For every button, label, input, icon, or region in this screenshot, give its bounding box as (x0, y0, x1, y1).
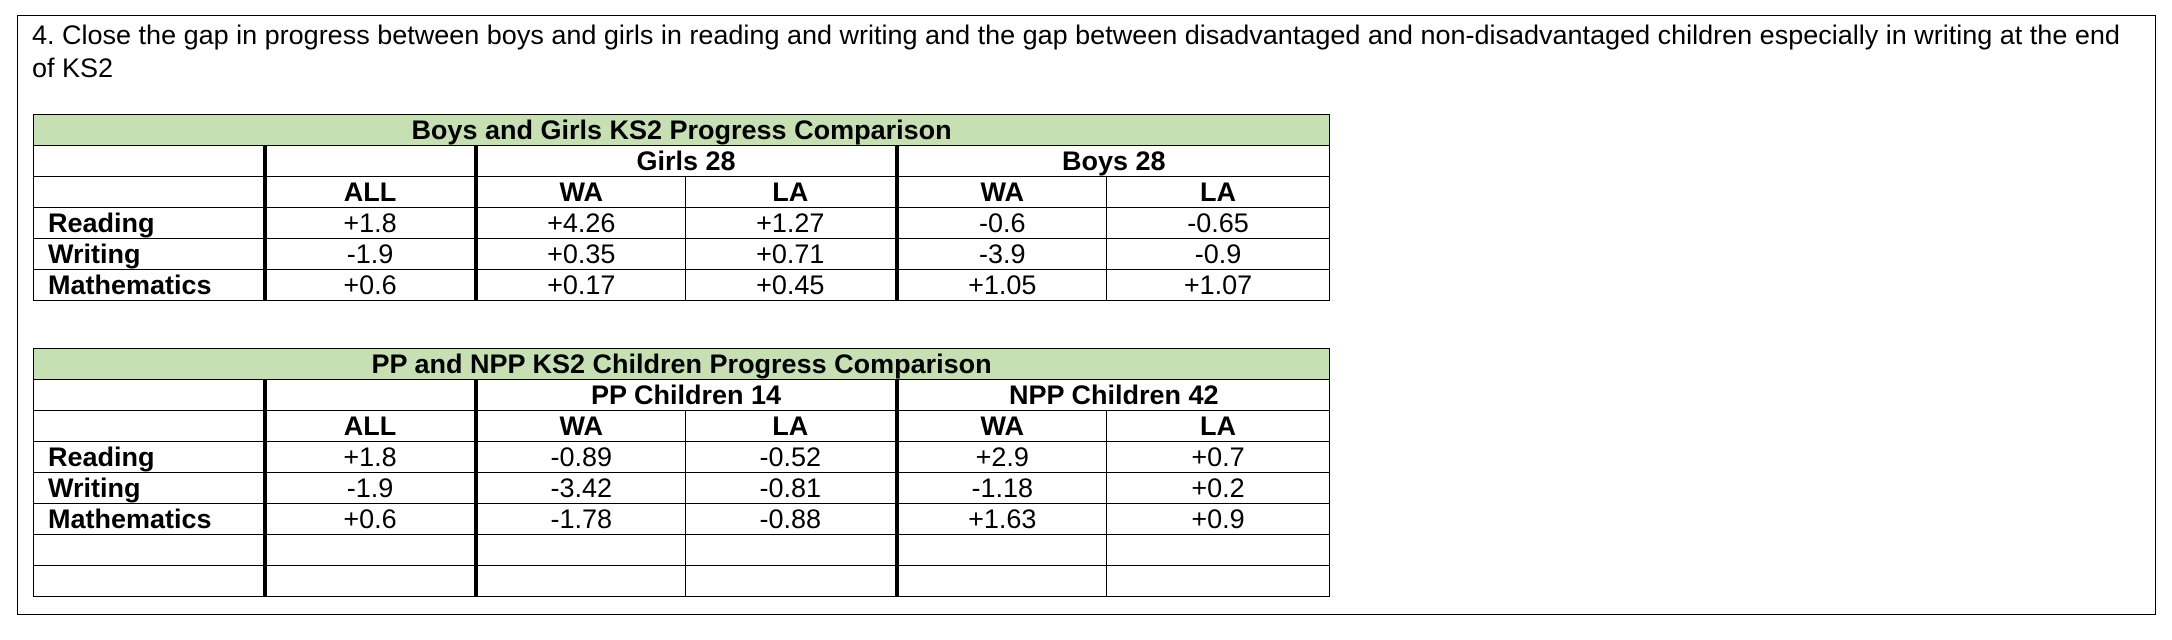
table-cell: -1.9 (265, 239, 476, 270)
table-cell: -0.9 (1107, 239, 1330, 270)
table-cell: +1.05 (897, 270, 1107, 301)
empty-cell (686, 566, 897, 597)
empty-cell (265, 380, 476, 411)
table-cell: -1.78 (476, 504, 686, 535)
table-row-empty (34, 566, 1330, 597)
empty-cell (34, 535, 265, 566)
table-cell: +1.63 (897, 504, 1107, 535)
row-label: Mathematics (34, 504, 265, 535)
table-cell: +0.2 (1107, 473, 1330, 504)
table-cell: -0.89 (476, 442, 686, 473)
table-cell: +0.6 (265, 270, 476, 301)
column-header: LA (1107, 411, 1330, 442)
empty-cell (686, 535, 897, 566)
table-cell: +0.9 (1107, 504, 1330, 535)
table-cell: +1.07 (1107, 270, 1330, 301)
row-label: Reading (34, 442, 265, 473)
empty-cell (265, 566, 476, 597)
table-row (34, 442, 1330, 473)
table-row (34, 239, 1330, 270)
column-header: WA (476, 411, 686, 442)
table-cell: -3.9 (897, 239, 1107, 270)
column-header: ALL (265, 177, 476, 208)
empty-cell (1107, 535, 1330, 566)
table-title: Boys and Girls KS2 Progress Comparison (34, 115, 1330, 146)
column-header: WA (897, 411, 1107, 442)
table-cell: +2.9 (897, 442, 1107, 473)
table-cell: -1.9 (265, 473, 476, 504)
empty-cell (34, 177, 265, 208)
table-cell: +0.35 (476, 239, 686, 270)
empty-cell (34, 566, 265, 597)
table-cell: -0.6 (897, 208, 1107, 239)
table-cell: -0.88 (686, 504, 897, 535)
table-cell: +0.7 (1107, 442, 1330, 473)
empty-cell (1107, 566, 1330, 597)
empty-cell (265, 535, 476, 566)
empty-cell (34, 380, 265, 411)
document-frame (17, 15, 2156, 615)
empty-cell (476, 535, 686, 566)
empty-cell (897, 535, 1107, 566)
column-header: WA (897, 177, 1107, 208)
objective-text: 4. Close the gap in progress between boys and girls in reading and writing and the gap between disadvantaged and non-disadvantaged children especially in writing at the end of KS2 (32, 20, 2120, 83)
pp-npp-progress-table (33, 348, 1330, 597)
table-cell: +4.26 (476, 208, 686, 239)
column-header: LA (686, 177, 897, 208)
table-row (34, 270, 1330, 301)
table-cell: -0.81 (686, 473, 897, 504)
table-cell: -3.42 (476, 473, 686, 504)
table-cell: +0.17 (476, 270, 686, 301)
table-cell: -0.52 (686, 442, 897, 473)
table-cell: +0.71 (686, 239, 897, 270)
table-row-empty (34, 535, 1330, 566)
empty-cell (476, 566, 686, 597)
row-label: Reading (34, 208, 265, 239)
empty-cell (265, 146, 476, 177)
table-cell: -0.65 (1107, 208, 1330, 239)
row-label: Mathematics (34, 270, 265, 301)
table-cell: +1.27 (686, 208, 897, 239)
column-header: LA (1107, 177, 1330, 208)
group-header-girls: Girls 28 (476, 146, 897, 177)
table-cell: +1.8 (265, 208, 476, 239)
group-header-pp: PP Children 14 (476, 380, 897, 411)
column-header: ALL (265, 411, 476, 442)
table-cell: -1.18 (897, 473, 1107, 504)
column-header: WA (476, 177, 686, 208)
table-cell: +0.6 (265, 504, 476, 535)
group-header-boys: Boys 28 (897, 146, 1330, 177)
row-label: Writing (34, 239, 265, 270)
table-title: PP and NPP KS2 Children Progress Comparison (34, 349, 1330, 380)
table-row (34, 473, 1330, 504)
empty-cell (897, 566, 1107, 597)
table-row (34, 208, 1330, 239)
table-cell: +1.8 (265, 442, 476, 473)
table-cell: +0.45 (686, 270, 897, 301)
row-label: Writing (34, 473, 265, 504)
boys-girls-progress-table (33, 114, 1330, 301)
group-header-npp: NPP Children 42 (897, 380, 1330, 411)
column-header: LA (686, 411, 897, 442)
empty-cell (34, 411, 265, 442)
table-row (34, 504, 1330, 535)
empty-cell (34, 146, 265, 177)
